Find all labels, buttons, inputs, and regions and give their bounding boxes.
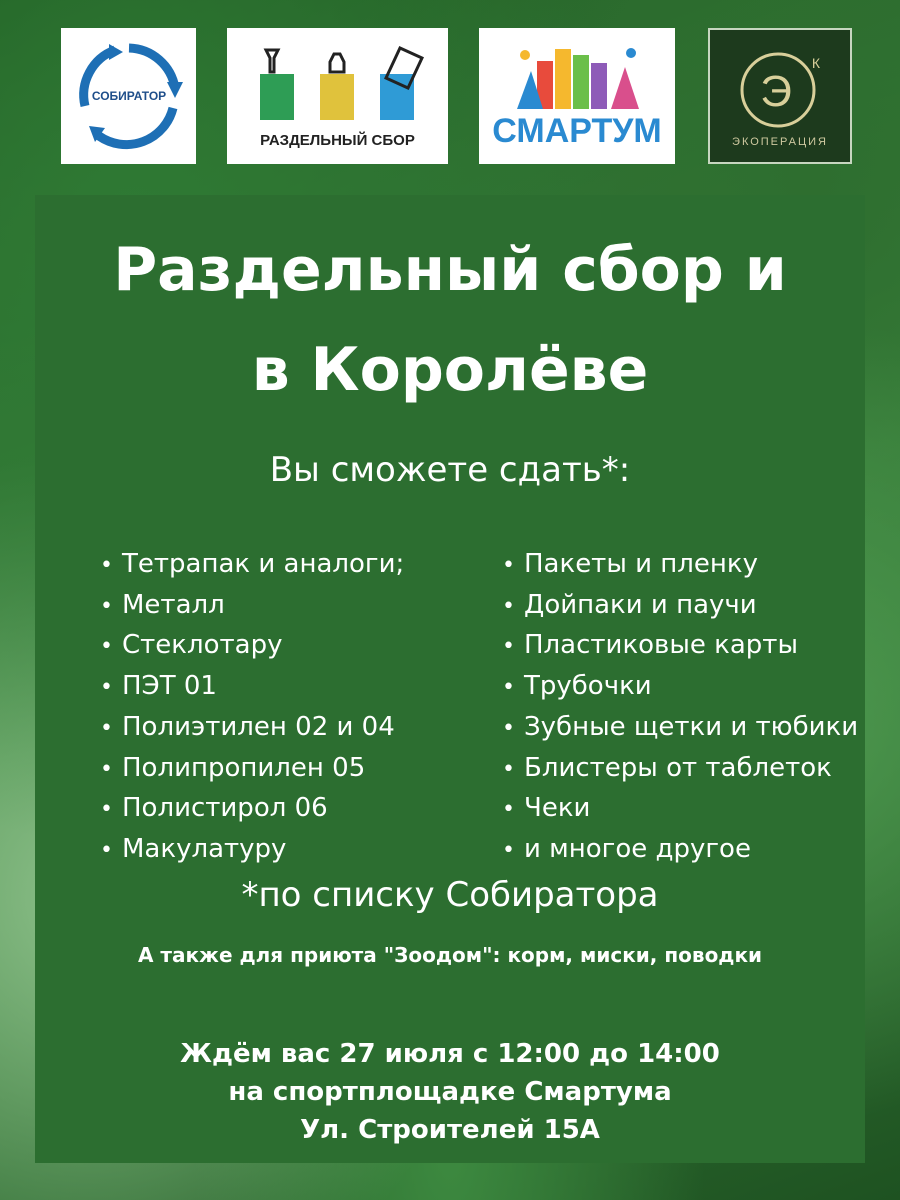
list-item: • Трубочки xyxy=(502,667,858,708)
list-item: • Полистирол 06 xyxy=(100,789,404,830)
items-list-left xyxy=(100,545,404,871)
smartum-logo xyxy=(479,28,675,164)
event-location: на спортплощадке Смартума xyxy=(228,1077,672,1107)
eko-mark: Э xyxy=(760,67,792,116)
list-item: • Блистеры от таблеток xyxy=(502,749,858,790)
list-item: • Макулатуру xyxy=(100,830,404,871)
razdelny-sbor-logo xyxy=(227,28,448,164)
event-address: Ул. Строителей 15А xyxy=(300,1115,600,1145)
list-item: • Полиэтилен 02 и 04 xyxy=(100,708,404,749)
smartum-logo-text: СМАРТУМ xyxy=(492,112,662,150)
page-title xyxy=(35,220,865,420)
list-item: • Чеки xyxy=(502,789,858,830)
list-item: • Дойпаки и паучи xyxy=(502,586,858,627)
list-item: • Металл xyxy=(100,586,404,627)
main-panel xyxy=(35,195,865,1163)
list-item: • ПЭТ 01 xyxy=(100,667,404,708)
list-item: • Пакеты и пленку xyxy=(502,545,858,586)
sobirator-logo xyxy=(61,28,196,164)
list-item: • Стеклотару xyxy=(100,626,404,667)
title-line-2: в Королёве xyxy=(251,335,649,405)
ekoperaciya-logo xyxy=(708,28,852,164)
list-item: • Полипропилен 05 xyxy=(100,749,404,790)
eko-mark-small: К xyxy=(811,55,821,71)
list-item: • Зубные щетки и тюбики xyxy=(502,708,858,749)
recycle-arrows-icon xyxy=(69,36,189,156)
eko-emblem-icon xyxy=(730,44,830,130)
items-list-right xyxy=(502,545,858,871)
event-date-time: Ждём вас 27 июля с 12:00 до 14:00 xyxy=(180,1039,720,1069)
list-item: • Пластиковые карты xyxy=(502,626,858,667)
sobirator-logo-text: СОБИРАТОР xyxy=(91,89,166,103)
accepted-items-heading: Вы сможете сдать*: xyxy=(269,450,631,490)
school-buildings-icon xyxy=(507,41,647,111)
list-item: • и многое другое xyxy=(502,830,858,871)
shelter-note: А также для приюта "Зоодом": корм, миски, поводки xyxy=(137,943,763,967)
ekoperaciya-logo-text: ЭКОПЕРАЦИЯ xyxy=(732,136,828,148)
event-info xyxy=(35,1035,865,1149)
footnote: *по списку Собиратора xyxy=(241,875,659,915)
razdelny-sbor-logo-text: РАЗДЕЛЬНЫЙ СБОР xyxy=(260,131,415,149)
waste-bins-icon xyxy=(248,44,428,122)
title-line-1: Раздельный сбор и xyxy=(113,235,787,305)
list-item: • Тетрапак и аналоги; xyxy=(100,545,404,586)
